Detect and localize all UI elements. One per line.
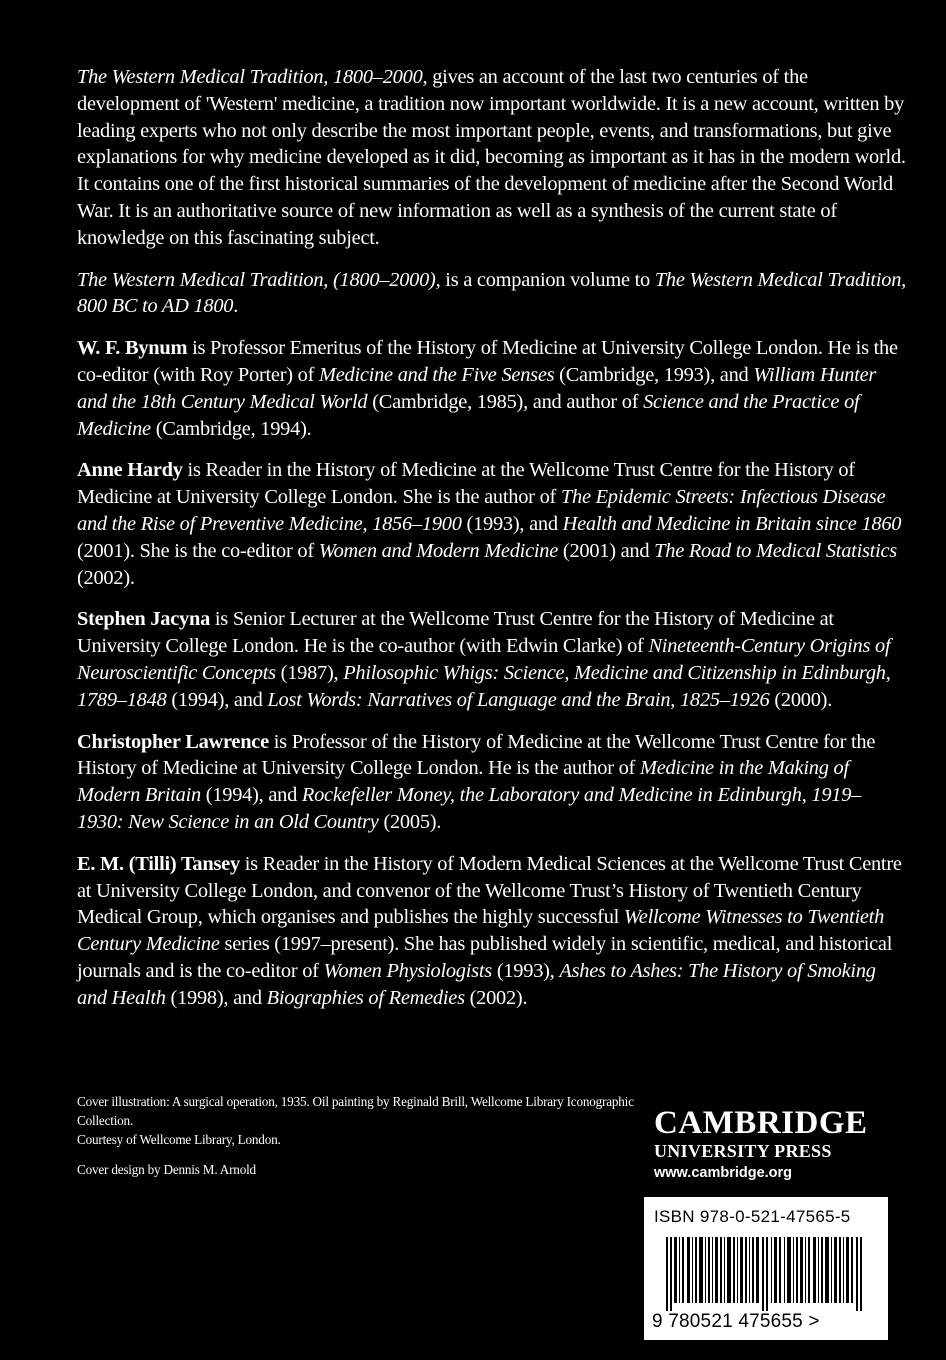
author-name: Stephen Jacyna <box>77 608 211 631</box>
author-name: E. M. (Tilli) Tansey <box>77 852 240 875</box>
author-name: Anne Hardy <box>77 459 183 482</box>
author-bio-bynum: W. F. Bynum is Professor Emeritus of the History of Medicine at University College London. He is the co-editor (with Roy Porter) of Medicine and the Five Senses (Cambridge, 1993), and William Hunter and the 18th Century Medical World (Cambridge, 1985), and author of Science and the Practice of Medicine (Cambridge, 1994). <box>77 337 898 440</box>
author-bio-lawrence: Christopher Lawrence is Professor of the History of Medicine at the Wellcome Trust Centre for the History of Medicine at University College London. He is the author of Medicine in the Making of Modern Britain (1994), and Rockefeller Money, the Laboratory and Medicine in Edinburgh, 1919–1930: New Science in an Old Country (2005). <box>77 730 876 833</box>
author-name: Christopher Lawrence <box>77 730 269 753</box>
author-bio-jacyna: Stephen Jacyna is Senior Lecturer at the Wellcome Trust Centre for the History of Medicine at University College London. He is the co-author (with Edwin Clarke) of Nineteenth-Century Origins of Neuroscientific Concepts (1987), Philosophic Whigs: Science, Medicine and Citizenship in Edinburgh, 1789–1848 (1994), and Lost Words: Narratives of Language and the Brain, 1825–1926 (2000). <box>77 608 891 711</box>
publisher-url: www.cambridge.org <box>654 1165 793 1181</box>
author-bio-tansey: E. M. (Tilli) Tansey is Reader in the History of Modern Medical Sciences at the Wellcome Trust Centre at University College London, and convenor of the Wellcome Trust’s History of Twentieth Century Medical Group, which organises and publishes the highly successful Wellcome Witnesses to Twentieth Century Medicine series (1997–present). She has published widely in scientific, medical, and historical journals and is the co-editor of Women Physiologists (1993), Ashes to Ashes: The History of Smoking and Health (1998), and Biographies of Remedies (2002). <box>77 852 902 1009</box>
book-title: The Western Medical Tradition, 1800–2000, <box>77 66 428 88</box>
courtesy-credit: Courtesy of Wellcome Library, London. <box>77 1132 281 1147</box>
publisher-name: CAMBRIDGE <box>654 1105 868 1141</box>
back-cover-text <box>77 64 907 1027</box>
description-paragraph: The Western Medical Tradition, 1800–2000, gives an account of the last two centuries of the development of 'Western' medicine, a tradition now important worldwide. It is a new account, written by leading experts who not only describe the most important people, events, and transformations, but give explanations for why medicine developed as it did, becoming as important as it has in the modern world. It contains one of the first historical summaries of the development of medicine after the Second World War. It is an authoritative source of new information as well as a synthesis of the current state of knowledge on this fascinating subject. <box>77 66 906 249</box>
cover-illustration-credit: Cover illustration: A surgical operation, 1935. Oil painting by Reginald Brill, Wellcome Library Iconographic Collection. <box>77 1094 634 1128</box>
companion-paragraph: The Western Medical Tradition, (1800–2000), is a companion volume to The Western Medical Tradition, 800 BC to AD 1800. <box>77 268 906 318</box>
publisher-subtitle: UNIVERSITY PRESS <box>654 1141 832 1161</box>
publisher-logo <box>654 1106 894 1182</box>
barcode-panel <box>644 1197 888 1340</box>
author-bio-hardy: Anne Hardy is Reader in the History of Medicine at the Wellcome Trust Centre for the History of Medicine at University College London. She is the author of The Epidemic Streets: Infectious Disease and the Rise of Preventive Medicine, 1856–1900 (1993), and Health and Medicine in Britain since 1860 (2001). She is the co-editor of Women and Modern Medicine (2001) and The Road to Medical Statistics (2002). <box>77 459 902 589</box>
isbn-label: ISBN 978-0-521-47565-5 <box>654 1207 851 1226</box>
cover-credits <box>77 1092 637 1179</box>
cover-design-credit: Cover design by Dennis M. Arnold <box>77 1162 256 1177</box>
barcode-icon <box>654 1237 878 1311</box>
barcode-digits: 9 780521 475655 > <box>652 1311 820 1332</box>
author-name: W. F. Bynum <box>77 337 188 360</box>
